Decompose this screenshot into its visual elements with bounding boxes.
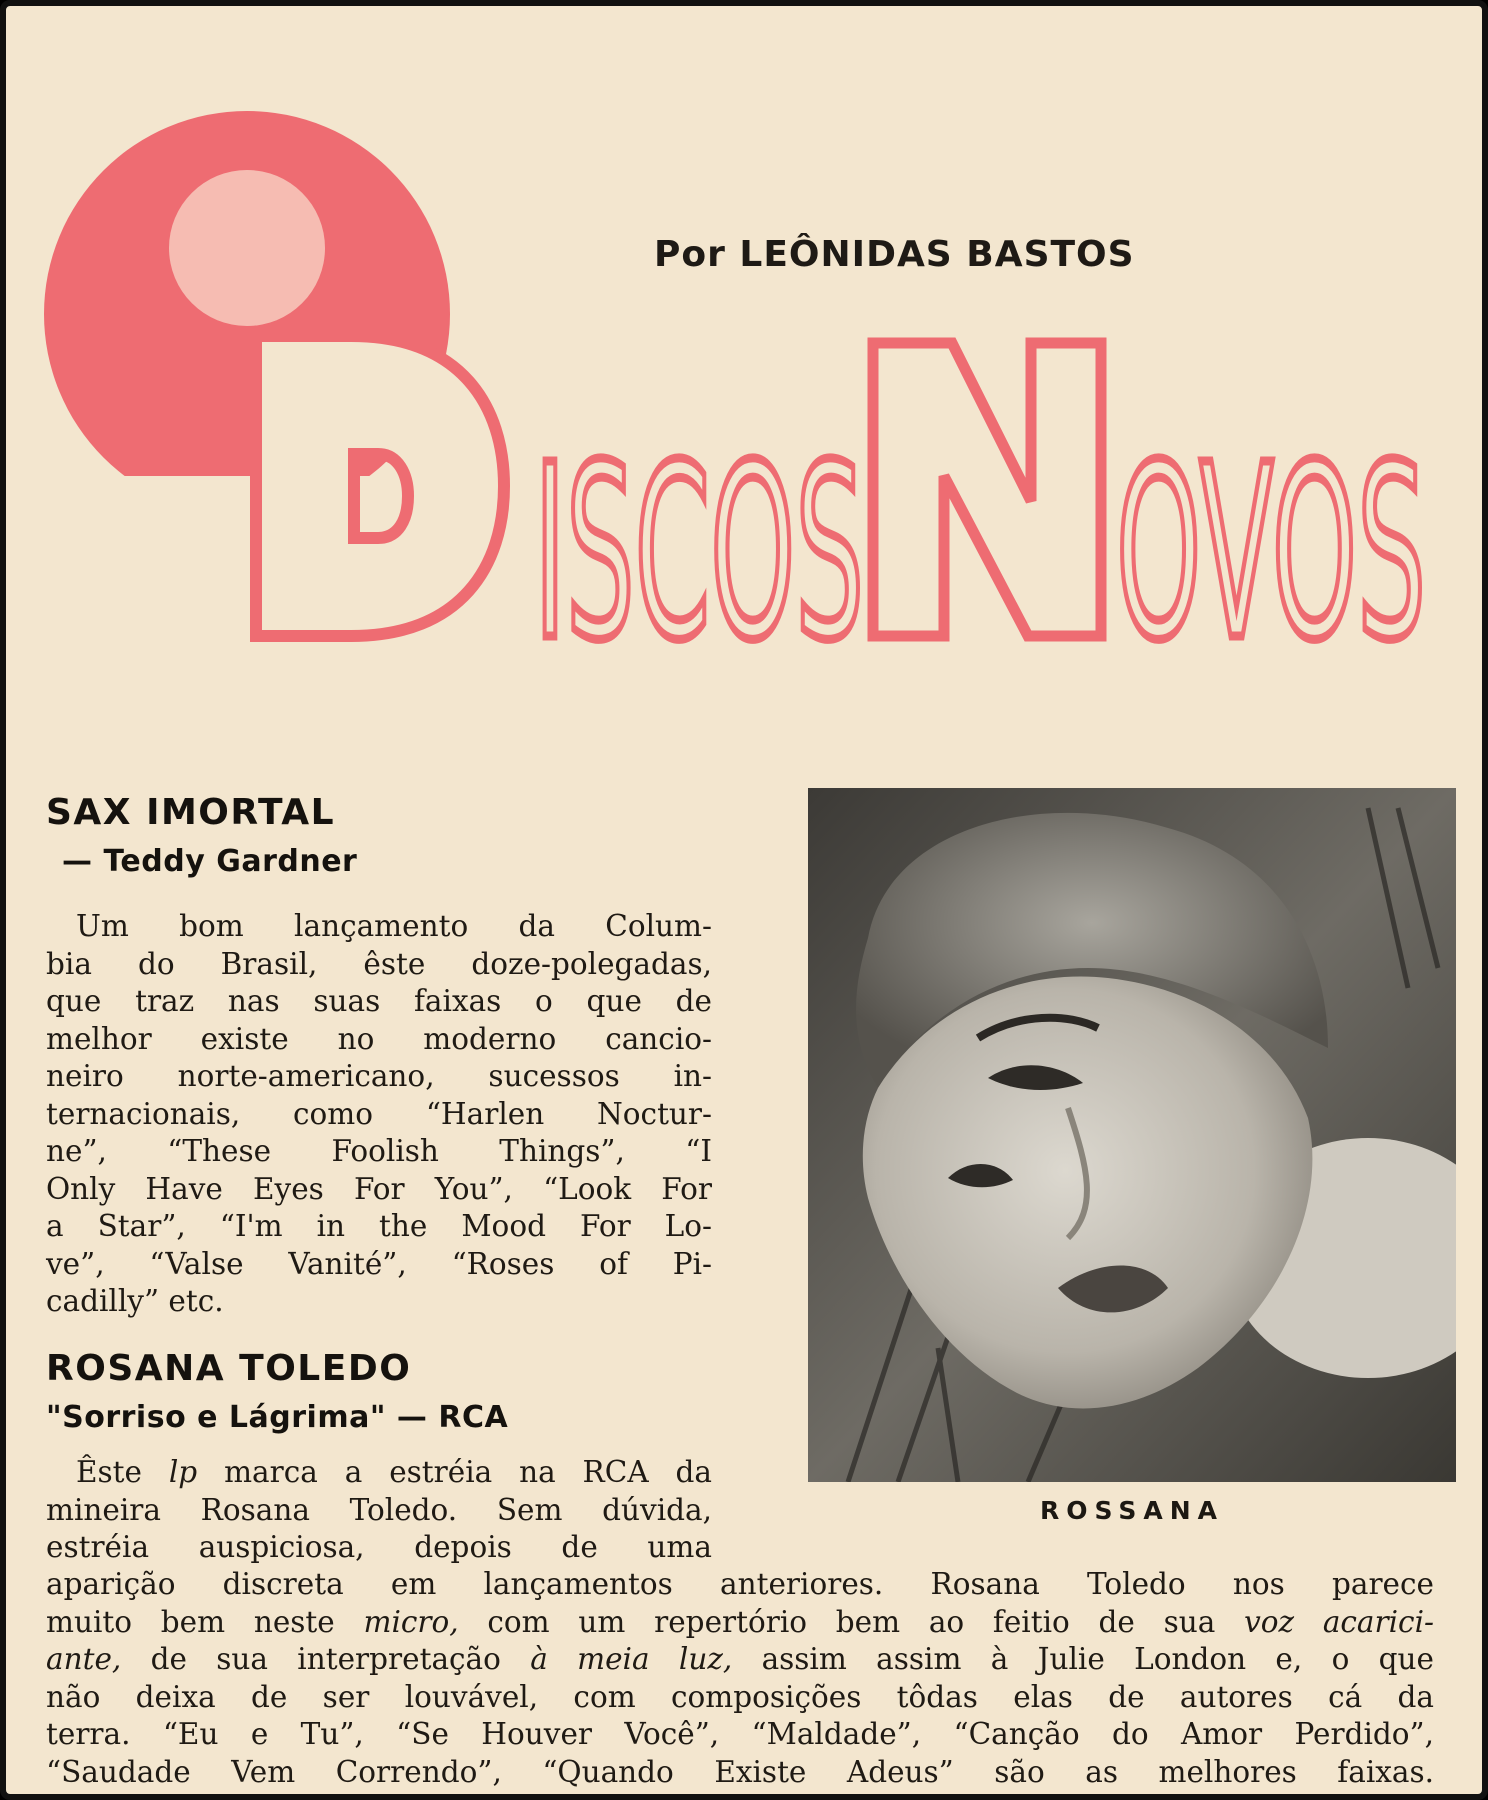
title-letters-iscos: ISCOS	[534, 413, 864, 693]
text-run-italic: ante,	[46, 1642, 122, 1676]
body-line: que traz nas suas faixas o que de	[46, 984, 712, 1018]
article-heading: ROSANA TOLEDO	[46, 1348, 412, 1389]
body-line: Um bom lançamento da Colum-	[76, 909, 712, 943]
text-run: marca a estréia na RCA da	[197, 1455, 712, 1489]
text-run-italic: micro,	[363, 1604, 459, 1639]
body-line: bia do Brasil, êste doze-polegadas,	[46, 946, 712, 981]
article-body-sax-imortal	[46, 908, 712, 1321]
text-run: muito bem neste	[46, 1604, 364, 1639]
text-run-italic: à meia luz,	[530, 1642, 733, 1676]
body-line: ve”, “Valse Vanité”, “Roses of Pi-	[46, 1246, 712, 1281]
photo-caption: ROSSANA	[1039, 1496, 1224, 1525]
body-line: ternacionais, como “Harlen Noctur-	[46, 1096, 712, 1131]
body-line: melhor existe no moderno cancio-	[46, 1021, 712, 1056]
title-discos-novos	[6, 6, 1488, 706]
body-line: mineira Rosana Toledo. Sem dúvida,	[46, 1492, 712, 1527]
body-line: “Saudade Vem Correndo”, “Quando Existe Adeus” são as melhores faixas.	[46, 1754, 1434, 1789]
title-letters-ovos: OVOS	[1116, 413, 1426, 693]
article-subheading: "Sorriso e Lágrima" — RCA	[46, 1400, 509, 1435]
portrait-photo	[808, 788, 1456, 1482]
text-run: com um repertório bem ao feitio de sua	[458, 1604, 1245, 1639]
article-heading: SAX IMORTAL	[46, 792, 336, 833]
body-line: neiro norte-americano, sucessos in-	[46, 1059, 712, 1093]
text-run: assim assim à Julie London e, o que	[732, 1642, 1434, 1676]
body-line: estréia auspiciosa, depois de uma	[46, 1530, 712, 1564]
body-line	[46, 1604, 1434, 1642]
article-subheading: — Teddy Gardner	[62, 844, 358, 879]
body-line	[46, 1641, 1434, 1679]
body-line	[46, 1454, 712, 1492]
body-line: ne”, “These Foolish Things”, “I	[46, 1134, 712, 1168]
body-line: cadilly” etc.	[46, 1284, 224, 1318]
title-letter-d	[256, 336, 504, 636]
text-run: Êste	[76, 1455, 169, 1489]
body-line: a Star”, “I'm in the Mood For Lo-	[46, 1209, 712, 1243]
text-run-italic: lp	[168, 1455, 198, 1489]
body-line: aparição discreta em lançamentos anteriores. Rosana Toledo nos parece	[46, 1567, 1434, 1601]
title-letter-n	[873, 343, 1101, 636]
body-line: não deixa de ser louvável, com composições tôdas elas de autores cá da	[46, 1679, 1434, 1714]
body-line: Only Have Eyes For You”, “Look For	[46, 1171, 712, 1206]
body-line: terra. “Eu e Tu”, “Se Houver Você”, “Maldade”, “Canção do Amor Perdido”,	[46, 1717, 1434, 1751]
portrait-illustration	[808, 788, 1456, 1482]
article-body-rosana-narrow	[46, 1454, 712, 1567]
text-run: de sua interpretação	[121, 1642, 531, 1676]
article-body-rosana-wide	[46, 1566, 1434, 1791]
text-run-italic: voz acarici-	[1244, 1604, 1434, 1639]
byline: Por LEÔNIDAS BASTOS	[654, 234, 1135, 275]
